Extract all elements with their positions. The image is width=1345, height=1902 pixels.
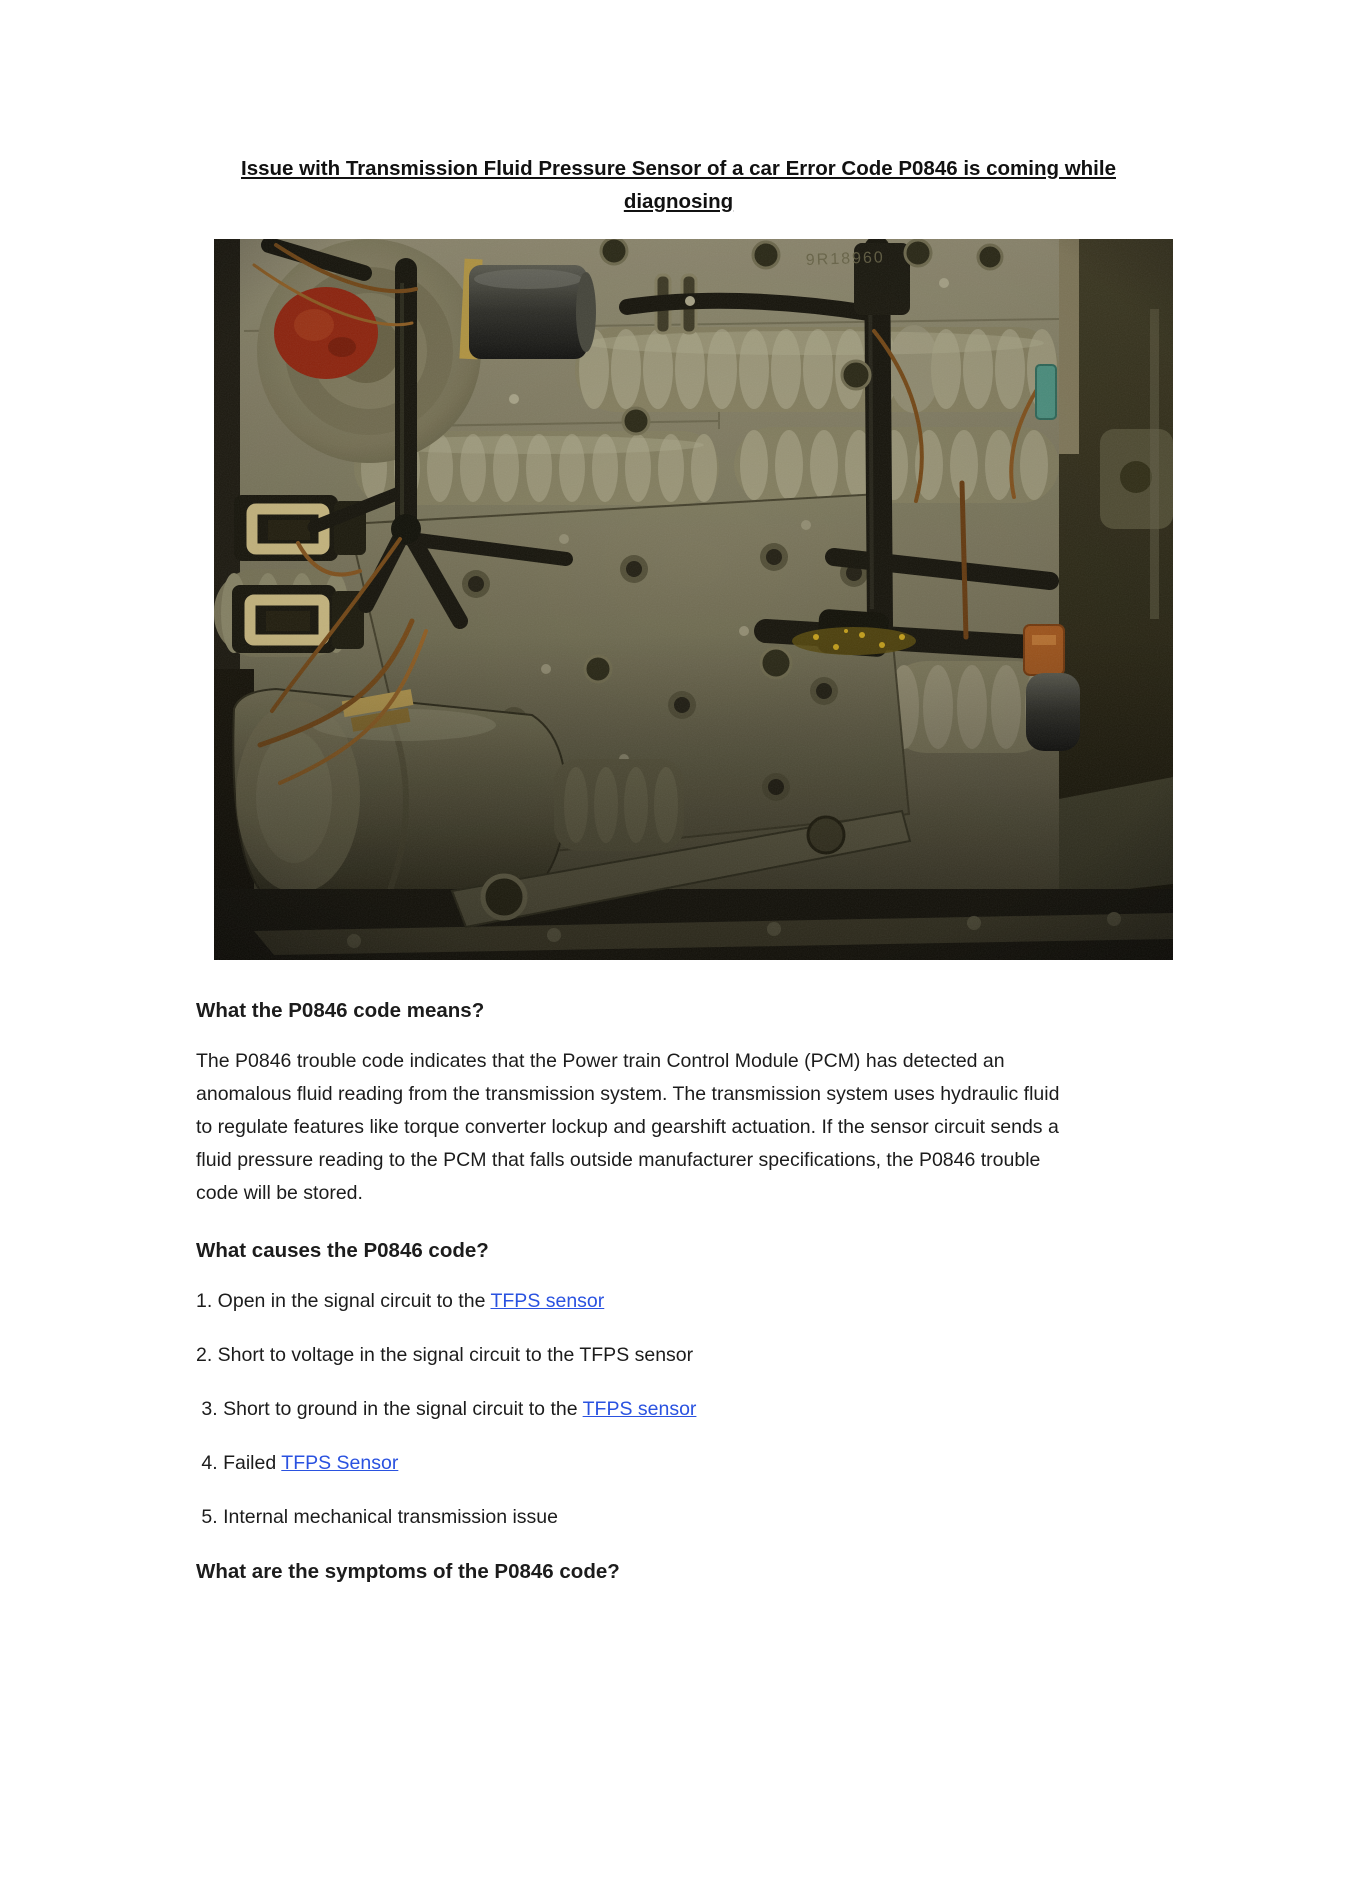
causes-list [196, 1285, 1185, 1534]
heading-code-causes: What causes the P0846 code? [196, 1239, 489, 1262]
document-title-line-1: Issue with Transmission Fluid Pressure Sensor of a car Error Code P0846 is coming while [241, 157, 1116, 180]
cause-item-5 [196, 1501, 1185, 1534]
cause-item-text: 4. Failed [196, 1452, 282, 1474]
film-grain-overlay [214, 239, 1173, 960]
cause-item-text: 3. Short to ground in the signal circuit to the [196, 1398, 583, 1420]
transmission-valve-body-photo [214, 239, 1173, 960]
document-title [196, 152, 1161, 218]
heading-code-means: What the P0846 code means? [196, 999, 485, 1022]
cause-item-1 [196, 1285, 1185, 1318]
tfps-sensor-link[interactable]: TFPS sensor [582, 1398, 697, 1420]
cause-item-2 [196, 1339, 1185, 1372]
cause-item-text: 2. Short to voltage in the signal circuit to the TFPS sensor [196, 1344, 694, 1366]
paragraph-line: fluid pressure reading to the PCM that falls outside manufacturer specifications, the P0846 trouble [196, 1149, 1041, 1171]
paragraph-line: to regulate features like torque converter lockup and gearshift actuation. If the sensor circuit sends a [196, 1116, 1059, 1138]
paragraph-code-means [196, 1045, 1185, 1210]
paragraph-line: code will be stored. [196, 1182, 363, 1204]
paragraph-line: anomalous fluid reading from the transmission system. The transmission system uses hydraulic fluid [196, 1083, 1060, 1105]
cause-item-text: 5. Internal mechanical transmission issue [196, 1506, 558, 1528]
paragraph-line: The P0846 trouble code indicates that the Power train Control Module (PCM) has detected an [196, 1050, 1005, 1072]
cause-item-3 [196, 1393, 1185, 1426]
transmission-photo-figure [214, 239, 1173, 960]
cause-item-4 [196, 1447, 1185, 1480]
heading-code-symptoms: What are the symptoms of the P0846 code? [196, 1560, 620, 1583]
tfps-sensor-link[interactable]: TFPS Sensor [281, 1452, 399, 1474]
cause-item-text: 1. Open in the signal circuit to the [196, 1290, 491, 1312]
tfps-sensor-link[interactable]: TFPS sensor [490, 1290, 605, 1312]
document-title-line-2: diagnosing [623, 190, 734, 213]
